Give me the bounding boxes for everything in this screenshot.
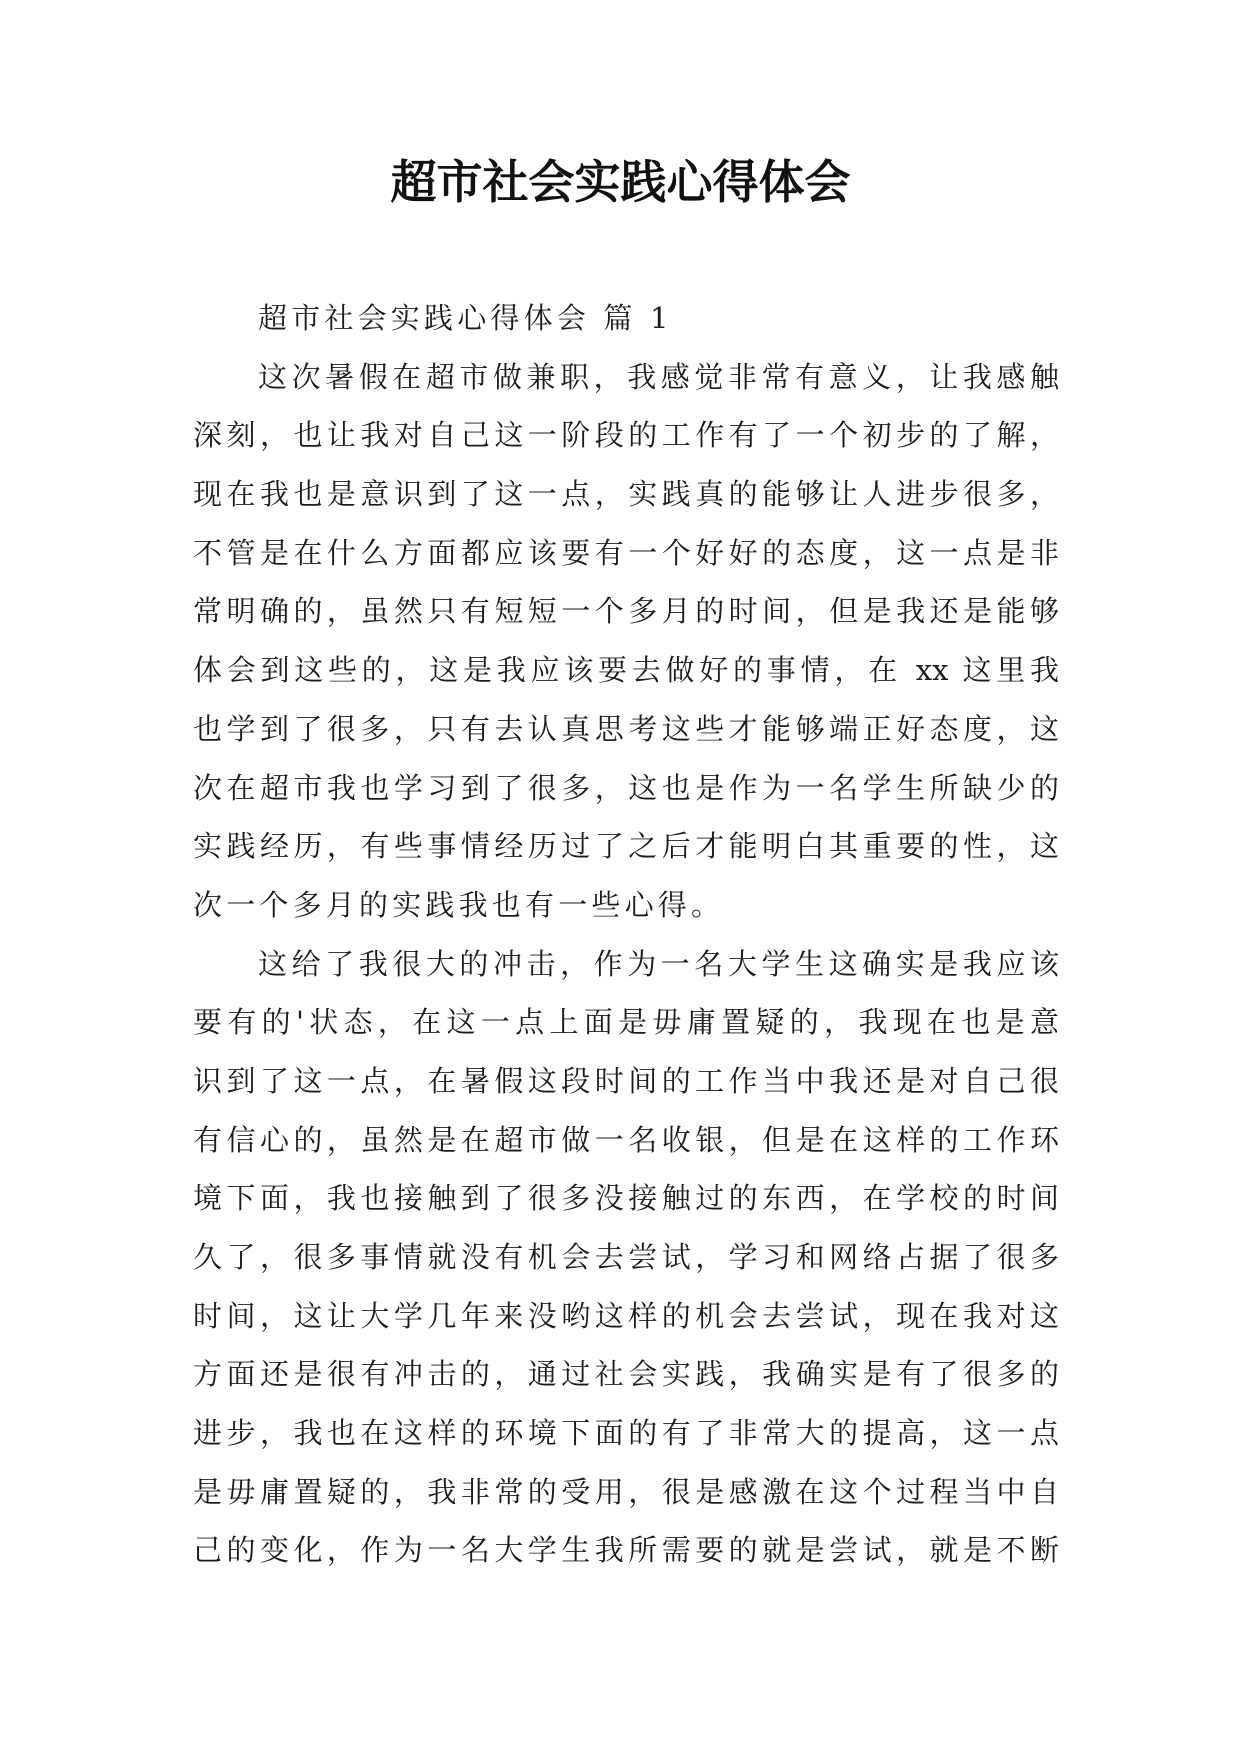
- body-text-line: 现在我也是意识到了这一点，实践真的能够让人进步很多，: [193, 477, 1059, 512]
- body-text-line: 不管是在什么方面都应该要有一个好好的态度，这一点是非: [193, 535, 1059, 570]
- body-text-line: 时间，这让大学几年来没哟这样的机会去尝试，现在我对这: [193, 1298, 1059, 1333]
- body-text-line: 己的变化，作为一名大学生我所需要的就是尝试，就是不断: [193, 1533, 1059, 1568]
- document-body: [193, 289, 1059, 1580]
- body-text-line: 识到了这一点，在暑假这段时间的工作当中我还是对自己很: [193, 1063, 1059, 1098]
- body-text-line: 次在超市我也学习到了很多，这也是作为一名学生所缺少的: [193, 770, 1059, 805]
- body-text-line: 境下面，我也接触到了很多没接触过的东西，在学校的时间: [193, 1181, 1059, 1216]
- section-heading: 超市社会实践心得体会 篇 1: [258, 301, 673, 335]
- body-text-line: 常明确的，虽然只有短短一个多月的时间，但是我还是能够: [193, 594, 1059, 629]
- body-text-line: 这次暑假在超市做兼职，我感觉非常有意义，让我感触: [258, 359, 1059, 394]
- body-text-line: 是毋庸置疑的，我非常的受用，很是感激在这个过程当中自: [193, 1474, 1059, 1509]
- body-text-line: 深刻，也让我对自己这一阶段的工作有了一个初步的了解，: [193, 418, 1059, 453]
- document-title: 超市社会实践心得体会: [390, 155, 851, 209]
- body-text-line: 这给了我很大的冲击，作为一名大学生这确实是我应该: [258, 946, 1059, 981]
- body-text-line: 体会到这些的，这是我应该要去做好的事情，在 xx 这里我: [193, 653, 1059, 688]
- body-text-line: 有信心的，虽然是在超市做一名收银，但是在这样的工作环: [193, 1122, 1059, 1157]
- body-text-line: 进步，我也在这样的环境下面的有了非常大的提高，这一点: [193, 1416, 1059, 1451]
- body-text-line: 久了，很多事情就没有机会去尝试，学习和网络占据了很多: [193, 1240, 1059, 1274]
- body-text-line: 方面还是很有冲击的，通过社会实践，我确实是有了很多的: [193, 1357, 1059, 1392]
- body-text-line: 要有的'状态，在这一点上面是毋庸置疑的，我现在也是意: [193, 1005, 1059, 1040]
- body-text-line: 实践经历，有些事情经历过了之后才能明白其重要的性，这: [193, 829, 1059, 864]
- paragraph-2: [193, 935, 1059, 1581]
- body-text-line: 次一个多月的实践我也有一些心得。: [193, 887, 725, 922]
- paragraph-1: [193, 348, 1059, 935]
- body-text-line: 也学到了很多，只有去认真思考这些才能够端正好态度，这: [193, 711, 1059, 746]
